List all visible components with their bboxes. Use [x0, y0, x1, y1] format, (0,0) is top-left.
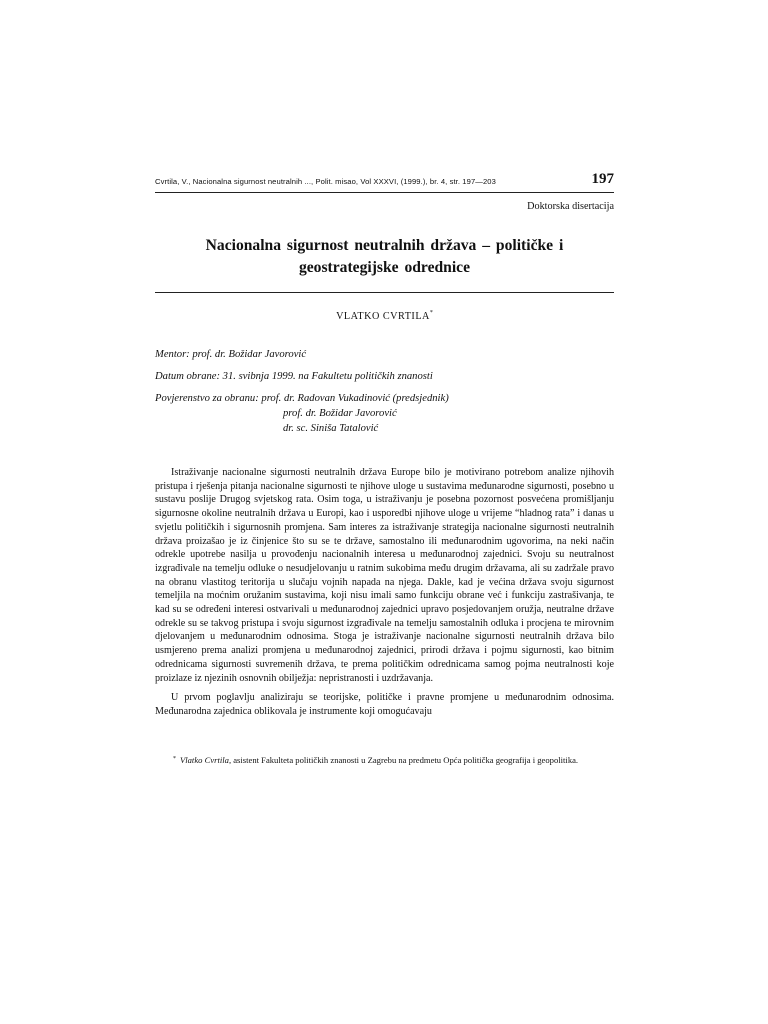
- defense-date-line: Datum obrane: 31. svibnja 1999. na Fakultetu političkih znanosti: [155, 371, 433, 382]
- defense-metadata: [155, 347, 614, 436]
- committee-line-3: dr. sc. Siniša Tatalović: [283, 423, 379, 434]
- body-paragraph-1: Istraživanje nacionalne sigurnosti neutralnih država Europe bilo je motivirano potrebom analize njihovih pristupa i rješenja pitanja nacionalne sigurnosti te njihove uloge u sustavima međunarodne sigurnosti, posebno u sustavu poslije Drugog svjetskog rata. Osim toga, u istraživanju je posebna pozornost posvećena promišljanju sigurnosne okoline neutralnih država u Europi, kao i usporedbi njihove uloge u vrijeme “hladnog rata” i danas u svjetlu političkih i sigurnosnih promjena. Sam interes za istraživanje strategija nacionalne sigurnosti neutralnih država proizašao je iz činjenice što su se te države, samostalno ili međunarodnim ugovorima, na neki način odrekle upotrebe nasilja u provođenju nacionalnih interesa u međunarodnoj zajednici. Svoju su neutralnost izgrađivale na temelju odluke o nesudjelovanju u ratnim sukobima među drugim državama, ali su zadržale pravo na obranu vlastitog teritorija u slučaju vojnih napada na njega. Dakle, kad je većina država svoju sigurnost temeljila na moćnim oružanim sustavima, koji nisu imali samo funkciju obrane već i funkciju zastrašivanja, te kad su se određeni interesi ostvarivali u međunarodnoj zajednici upravo posjedovanjem oružja, neutralne države odrekle su se takvog pristupa i svoju sigurnost izgrađivale na temelju samostalnih odluka i procjena te mirovnim djelovanjem u međunarodnim odnosima. Stoga je istraživanje nacionalne sigurnosti neutralnih država bilo usmjereno prema analizi promjena u međunarodnoj zajednici, prirodi država i pojmu sigurnosti, kao bitnim odrednicama sigurnosti suvremenih država, te prema političkim odrednicama samog pojma neutralnosti koje proizlaze iz njezinih osnovnih obilježja: nepristranosti i uzdržavanja.: [155, 467, 614, 684]
- author-name-text: VLATKO CVRTILA: [336, 311, 430, 322]
- footnote-mark: *: [173, 755, 176, 762]
- author-name: [155, 310, 614, 324]
- mentor-line: Mentor: prof. dr. Božidar Javorović: [155, 349, 307, 360]
- title-divider: [155, 292, 614, 293]
- citation-line: Cvrtila, V., Nacionalna sigurnost neutralnih ..., Polit. misao, Vol XXXVI, (1999.), br. 4, str. 197—203: [155, 177, 496, 186]
- committee-line-2: prof. dr. Božidar Javorović: [283, 408, 397, 419]
- title-line-1: Nacionalna sigurnost neutralnih država – političke i: [205, 237, 564, 254]
- article-title: [155, 235, 614, 279]
- page-number: 197: [591, 171, 614, 187]
- document-type-label: Doktorska disertacija: [527, 201, 614, 212]
- footnote: [155, 753, 614, 767]
- running-header: [155, 168, 614, 193]
- footnote-author-name: Vlatko Cvrtila: [180, 754, 229, 765]
- author-footnote-mark: *: [429, 310, 433, 316]
- committee-line-1: Povjerenstvo za obranu: prof. dr. Radovan Vukadinović (predsjednik): [155, 393, 449, 404]
- body-text: [155, 466, 614, 719]
- body-paragraph-2: U prvom poglavlju analiziraju se teorijske, političke i pravne promjene u međunarodnim odnosima. Međunarodna zajednica oblikovala je instrumente koji omogućavaju: [155, 692, 614, 717]
- footnote-text: , asistent Fakulteta političkih znanosti u Zagrebu na predmetu Opća politička geografija i geopolitika.: [228, 754, 579, 765]
- document-page: [155, 168, 614, 767]
- title-line-2: geostrategijske odrednice: [298, 259, 471, 276]
